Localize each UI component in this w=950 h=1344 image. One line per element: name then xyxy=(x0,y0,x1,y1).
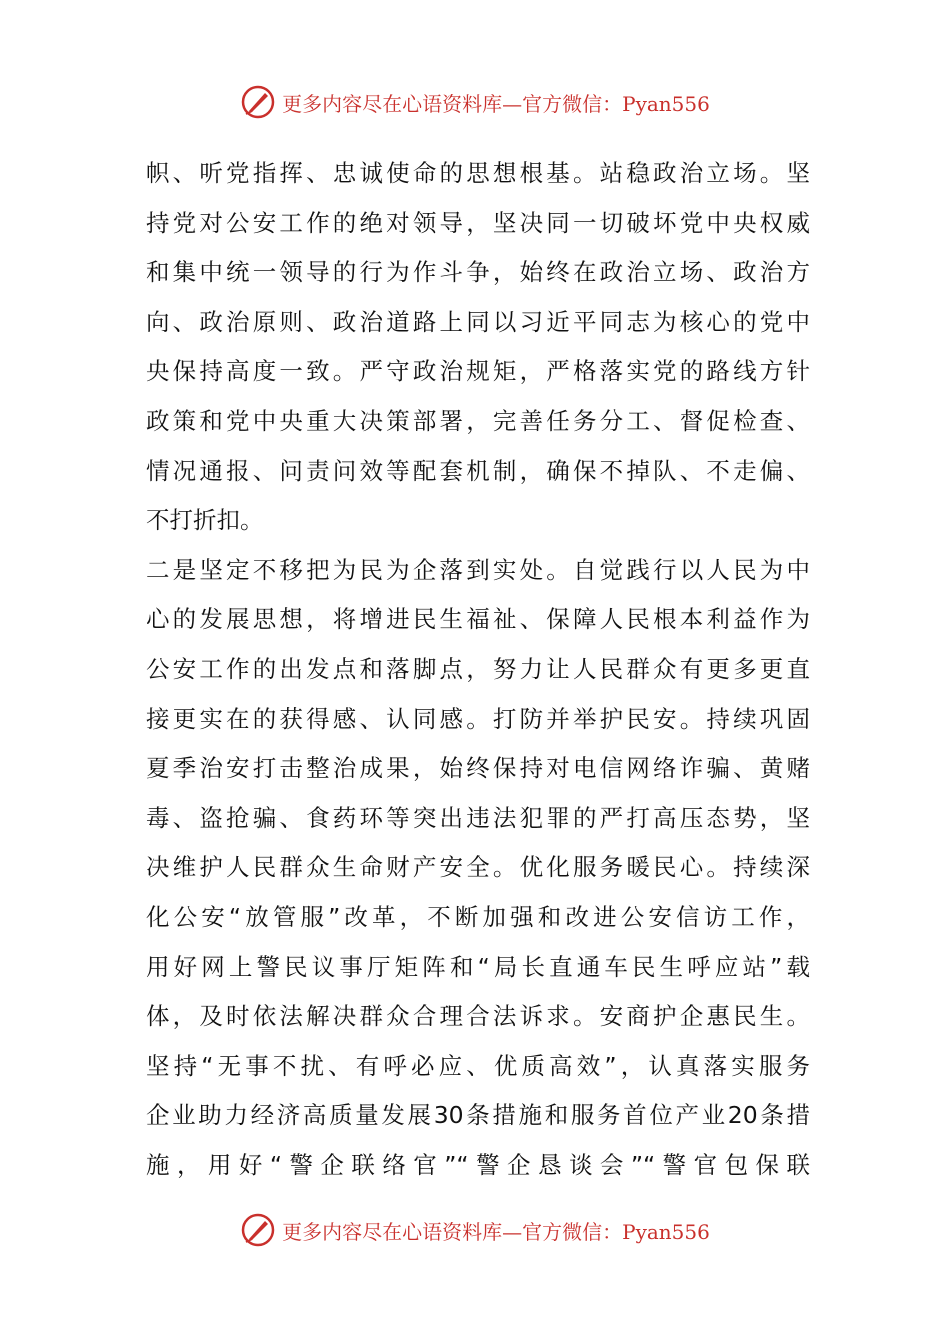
text-line: 央保持高度一致。严守政治规矩，严格落实党的路线方针 xyxy=(146,357,810,386)
text-line: 持党对公安工作的绝对领导，坚决同一切破坏党中央权威 xyxy=(146,208,810,237)
text-line: 情况通报、问责问效等配套机制，确保不掉队、不走偏、 xyxy=(146,456,810,485)
text-line: 坚持“无事不扰、有呼必应、优质高效”，认真落实服务 xyxy=(146,1051,810,1080)
footer-banner-text: 更多内容尽在心语资料库—官方微信：Pyan556 xyxy=(282,1219,710,1244)
text-line: 公安工作的出发点和落脚点，努力让人民群众有更多更直 xyxy=(146,654,810,683)
text-line: 政策和党中央重大决策部署，完善任务分工、督促检查、 xyxy=(146,406,810,435)
footer-banner xyxy=(0,1210,950,1250)
document-body xyxy=(146,149,810,1190)
quill-logo-icon xyxy=(240,1212,276,1248)
text-line: 夏季治安打击整治成果，始终保持对电信网络诈骗、黄赌 xyxy=(146,754,810,783)
text-line: 不打折扣。 xyxy=(146,506,264,535)
text-line: 接更实在的获得感、认同感。打防并举护民安。持续巩固 xyxy=(146,704,810,733)
text-line: 用好网上警民议事厅矩阵和“局长直通车民生呼应站”载 xyxy=(146,952,810,981)
quill-logo-icon xyxy=(240,84,276,120)
text-line: 毒、盗抢骗、食药环等突出违法犯罪的严打高压态势，坚 xyxy=(146,803,810,832)
text-line: 体，及时依法解决群众合理合法诉求。安商护企惠民生。 xyxy=(146,1002,810,1031)
text-line: 决维护人民群众生命财产安全。优化服务暖民心。持续深 xyxy=(146,853,810,882)
header-banner-text: 更多内容尽在心语资料库—官方微信：Pyan556 xyxy=(282,91,710,116)
text-line: 化公安“放管服”改革，不断加强和改进公安信访工作， xyxy=(146,902,810,931)
text-line: 和集中统一领导的行为作斗争，始终在政治立场、政治方 xyxy=(146,258,810,287)
header-banner xyxy=(0,82,950,122)
text-line: 向、政治原则、政治道路上同以习近平同志为核心的党中 xyxy=(146,307,810,336)
text-line: 二是坚定不移把为民为企落到实处。自觉践行以人民为中 xyxy=(146,555,810,584)
text-line: 心的发展思想，将增进民生福祉、保障人民根本利益作为 xyxy=(146,605,810,634)
text-line: 企业助力经济高质量发展30条措施和服务首位产业20条措 xyxy=(146,1101,810,1130)
text-line: 施，用好“警企联络官”“警企恳谈会”“警官包保联 xyxy=(146,1150,810,1179)
text-line: 帜、听党指挥、忠诚使命的思想根基。站稳政治立场。坚 xyxy=(146,159,810,187)
